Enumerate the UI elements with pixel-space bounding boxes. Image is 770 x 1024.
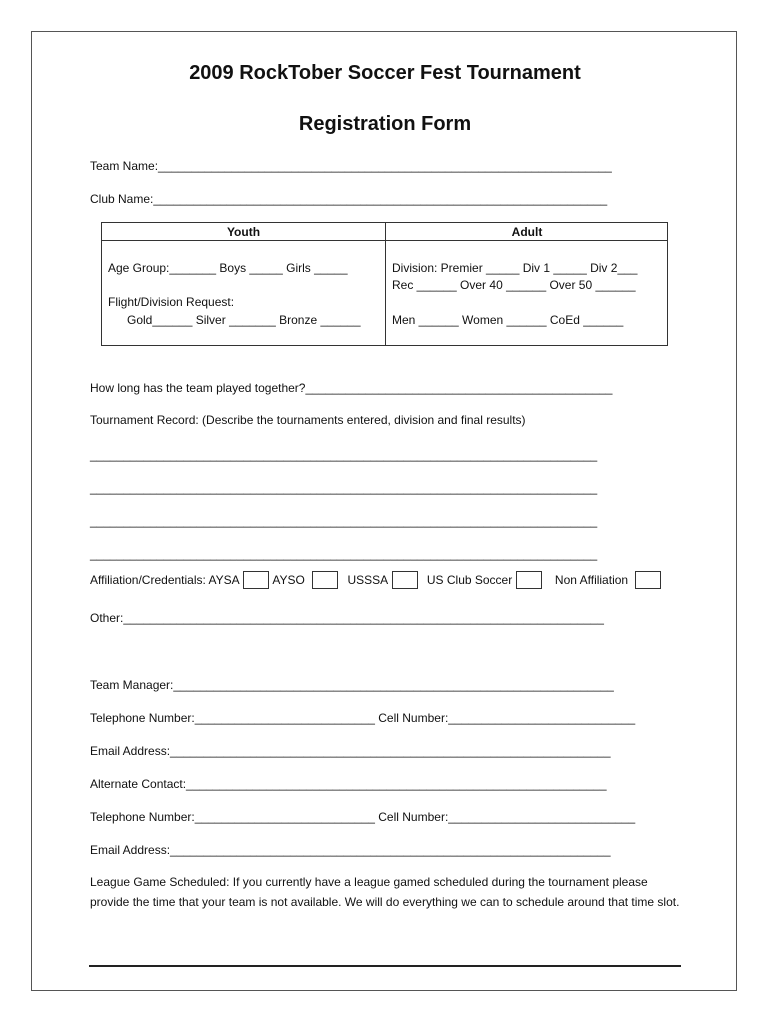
non-affiliation-checkbox[interactable] bbox=[635, 571, 661, 589]
aysa-checkbox[interactable] bbox=[243, 571, 269, 589]
usssa-label: USSSA bbox=[347, 573, 389, 587]
youth-flight-label: Flight/Division Request: bbox=[108, 295, 235, 309]
youth-age-group[interactable]: Age Group:_______ Boys _____ Girls _____ bbox=[108, 261, 348, 275]
email-field-1[interactable]: Email Address:__________________________________________________________________ bbox=[90, 744, 611, 758]
form-title: 2009 RockTober Soccer Fest Tournament bbox=[189, 62, 581, 84]
grid-divider-vertical bbox=[385, 223, 386, 345]
non-affiliation-label: Non Affiliation bbox=[554, 573, 629, 587]
adult-rec[interactable]: Rec ______ Over 40 ______ Over 50 ______ bbox=[392, 278, 636, 292]
ayso-label: AYSO bbox=[272, 573, 305, 587]
usclub-checkbox[interactable] bbox=[516, 571, 542, 589]
telephone-field-1[interactable]: Telephone Number:___________________________ Cell Number:____________________________ bbox=[90, 711, 636, 725]
adult-gender[interactable]: Men ______ Women ______ CoEd ______ bbox=[392, 313, 624, 327]
affiliation-label: Affiliation/Credentials: AYSA bbox=[90, 573, 240, 587]
record-line-3[interactable]: ____________________________________________________________________________ bbox=[90, 514, 598, 528]
ayso-checkbox[interactable] bbox=[312, 571, 338, 589]
club-name-field[interactable]: Club Name:____________________________________________________________________ bbox=[90, 192, 608, 206]
other-field[interactable]: Other:________________________________________________________________________ bbox=[90, 611, 604, 625]
email-field-2[interactable]: Email Address:__________________________________________________________________ bbox=[90, 843, 611, 857]
usssa-checkbox[interactable] bbox=[392, 571, 418, 589]
grid-divider-horizontal bbox=[102, 240, 667, 241]
record-line-2[interactable]: ____________________________________________________________________________ bbox=[90, 481, 598, 495]
youth-medal-division[interactable]: Gold______ Silver _______ Bronze ______ bbox=[127, 313, 361, 327]
division-grid bbox=[101, 222, 668, 346]
bottom-rule bbox=[89, 965, 681, 967]
adult-division[interactable]: Division: Premier _____ Div 1 _____ Div 2___ bbox=[392, 261, 638, 275]
tournament-record-label: Tournament Record: (Describe the tournaments entered, division and final results) bbox=[90, 413, 526, 427]
adult-header: Adult bbox=[511, 225, 543, 239]
youth-header: Youth bbox=[226, 225, 261, 239]
form-subtitle: Registration Form bbox=[298, 113, 472, 135]
usclub-label: US Club Soccer bbox=[426, 573, 513, 587]
record-line-1[interactable]: ____________________________________________________________________________ bbox=[90, 448, 598, 462]
team-name-field[interactable]: Team Name:____________________________________________________________________ bbox=[90, 159, 612, 173]
alternate-contact-field[interactable]: Alternate Contact:_______________________________________________________________ bbox=[90, 777, 607, 791]
played-together-field[interactable]: How long has the team played together?______________________________________________ bbox=[90, 381, 613, 395]
telephone-field-2[interactable]: Telephone Number:___________________________ Cell Number:____________________________ bbox=[90, 810, 636, 824]
record-line-4[interactable]: ____________________________________________________________________________ bbox=[90, 547, 598, 561]
league-game-note: League Game Scheduled: If you currently have a league gamed scheduled during the tournament please provide the time that your team is not available. We will do everything we can to schedule around that time slot. bbox=[90, 875, 680, 909]
affiliation-row bbox=[90, 571, 661, 593]
team-manager-field[interactable]: Team Manager:__________________________________________________________________ bbox=[90, 678, 614, 692]
